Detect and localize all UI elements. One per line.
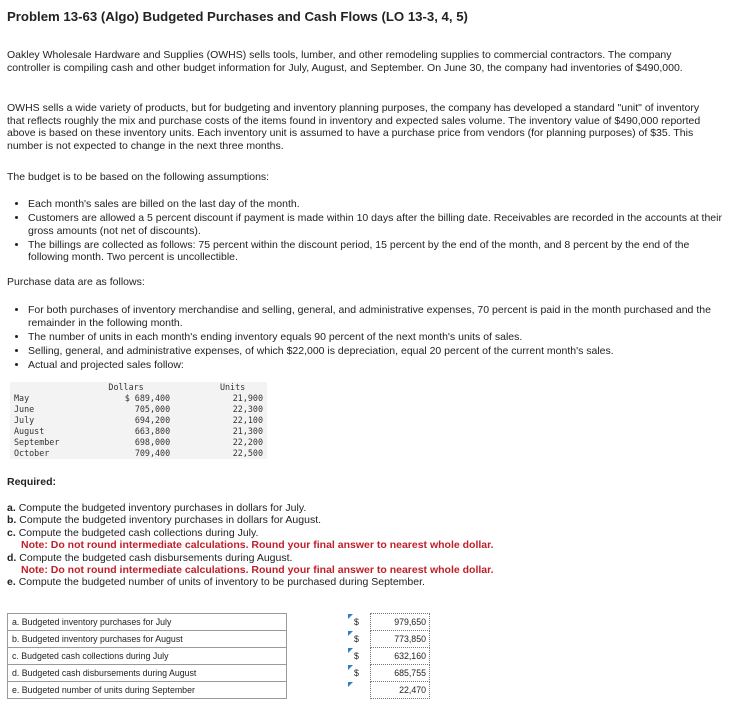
rounding-note-c: Note: Do not round intermediate calculations. Round your final answer to nearest whole dollar. (21, 539, 494, 552)
answer-indicator-icon (348, 631, 353, 636)
sales-table (10, 382, 267, 459)
answer-indicator-icon (348, 614, 353, 619)
requirement-a: a. Compute the budgeted inventory purchases in dollars for July. (7, 502, 307, 514)
dollars-cell: 698,000 (134, 437, 171, 447)
currency-symbol: $ (348, 648, 371, 665)
table-header-row (10, 382, 267, 393)
purchase-data-list (7, 304, 728, 373)
unit-paragraph: OWHS sells a wide variety of products, but for budgeting and inventory planning purposes, the company has developed a standard "unit" of inventory that reflects roughly the mix and purchase costs of the items found in inventory and expected sales volume. The inventory value of $490,000 reported above is based on these inventory units. Each inventory unit is assumed to have a purchase price from vendors (for planning purposes) of $35. This number is not expected to change in the next three months. (7, 102, 701, 152)
answer-input[interactable]: 685,755 (371, 665, 430, 682)
list-item: • The number of units in each month's ending inventory equals 90 percent of the next month's units of sales. (28, 331, 728, 344)
intro-paragraph: Oakley Wholesale Hardware and Supplies (OWHS) sells tools, lumber, and other remodeling supplies to commercial contractors. The company controller is compiling cash and other budget information for July, August, and September. On June 30, the company had inventories of $490,000. (7, 49, 683, 74)
currency-symbol: $ (348, 665, 371, 682)
units-cell: 22,100 (232, 415, 263, 425)
answer-row-d (8, 665, 430, 682)
units-cell: 22,200 (232, 437, 263, 447)
required-heading: Required: (7, 476, 57, 488)
answer-input[interactable]: 632,160 (371, 648, 430, 665)
units-cell: 22,500 (232, 448, 263, 458)
currency-symbol: $ (348, 631, 371, 648)
list-item: • Each month's sales are billed on the last day of the month. (28, 198, 728, 211)
table-row (10, 426, 267, 437)
units-cell: 22,300 (232, 404, 263, 414)
answer-row-e (8, 682, 430, 699)
rounding-note-d: Note: Do not round intermediate calculations. Round your final answer to nearest whole dollar. (21, 564, 494, 577)
answer-row-a (8, 614, 430, 631)
list-item: • Actual and projected sales follow: (28, 359, 728, 372)
dollars-cell: 663,800 (134, 426, 171, 436)
requirements-list (7, 502, 727, 589)
answer-label: c. Budgeted cash collections during July (8, 648, 287, 665)
units-cell: 21,300 (232, 426, 263, 436)
table-row (10, 393, 267, 404)
table-row (10, 448, 267, 459)
answer-input[interactable]: 22,470 (371, 682, 430, 699)
answer-label: e. Budgeted number of units during September (8, 682, 287, 699)
list-item: • Selling, general, and administrative expenses, of which $22,000 is depreciation, equal 20 percent of the current month's sales. (28, 345, 728, 358)
problem-title: Problem 13-63 (Algo) Budgeted Purchases and Cash Flows (LO 13-3, 4, 5) (7, 9, 468, 24)
requirement-e: e. Compute the budgeted number of units of inventory to be purchased during September. (7, 576, 425, 589)
answer-row-c (8, 648, 430, 665)
answer-row-b (8, 631, 430, 648)
list-item: • Customers are allowed a 5 percent discount if payment is made within 10 days after the billing date. Receivables are recorded in the accounts at their gross amounts (not net of discounts). (28, 212, 728, 237)
answer-input[interactable]: 979,650 (371, 614, 430, 631)
answer-indicator-icon (348, 682, 353, 687)
month-cell: August (14, 426, 45, 436)
answer-indicator-icon (348, 665, 353, 670)
dollars-header: Dollars (108, 382, 144, 392)
answer-table (7, 613, 430, 699)
dollars-cell: 709,400 (134, 448, 171, 458)
dollars-cell: 705,000 (134, 404, 171, 414)
month-cell: June (14, 404, 35, 414)
purchase-data-intro: Purchase data are as follows: (7, 276, 145, 288)
month-cell: July (14, 415, 35, 425)
requirement-d: d. Compute the budgeted cash disbursements during August. (7, 551, 293, 564)
table-row (10, 415, 267, 426)
answer-label: b. Budgeted inventory purchases for August (8, 631, 287, 648)
list-item: • For both purchases of inventory merchandise and selling, general, and administrative expenses, 70 percent is paid in the month purchased and the remainder in the following month. (28, 304, 728, 329)
requirement-b: b. Compute the budgeted inventory purchases in dollars for August. (7, 514, 322, 527)
answer-label: d. Budgeted cash disbursements during August (8, 665, 287, 682)
dollars-cell: 694,200 (134, 415, 171, 425)
assumptions-list (7, 198, 728, 265)
table-row (10, 437, 267, 448)
units-cell: 21,900 (232, 393, 263, 403)
list-item: • The billings are collected as follows: 75 percent within the discount period, 15 percent by the end of the month, and 8 percent by the end of the following month. Two percent is uncollectible. (28, 239, 728, 264)
answer-label: a. Budgeted inventory purchases for July (8, 614, 287, 631)
currency-symbol: $ (348, 614, 371, 631)
month-cell: October (14, 448, 50, 458)
month-cell: September (14, 437, 60, 447)
units-header: Units (219, 382, 246, 392)
table-row (10, 404, 267, 415)
requirement-c: c. Compute the budgeted cash collections during July. (7, 526, 259, 539)
currency-symbol (348, 682, 371, 699)
assumptions-intro: The budget is to be based on the following assumptions: (7, 171, 270, 183)
answer-input[interactable]: 773,850 (371, 631, 430, 648)
month-cell: May (14, 393, 30, 403)
answer-indicator-icon (348, 648, 353, 653)
dollars-cell: $ 689,400 (124, 393, 171, 403)
